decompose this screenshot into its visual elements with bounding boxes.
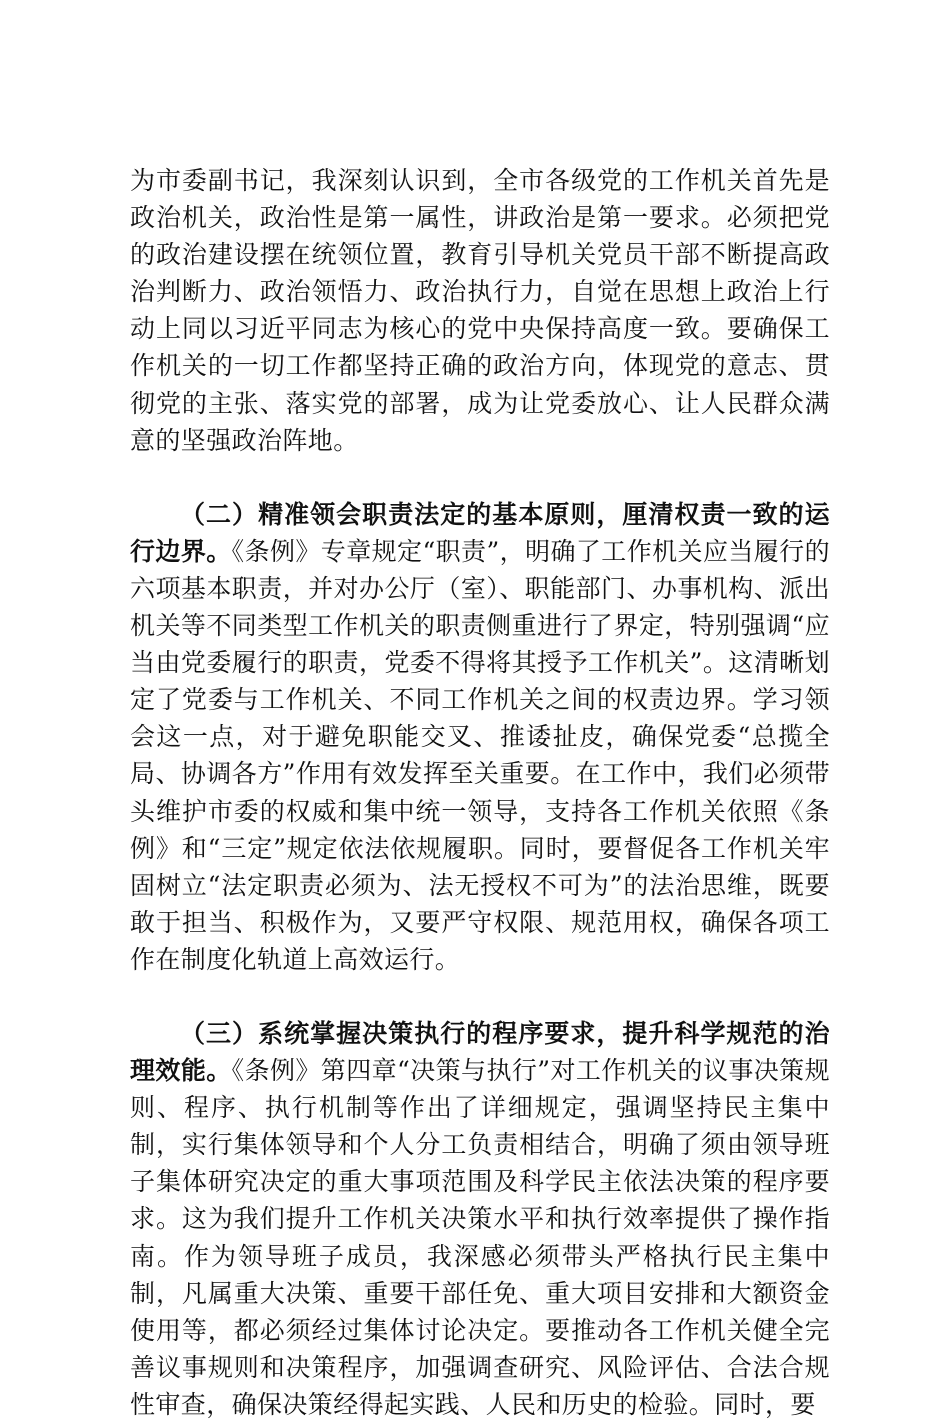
- section-heading-three: （三）系统掌握决策执行的程序要求，提升科学规范的治理效能。: [130, 1018, 830, 1086]
- document-body: [130, 162, 830, 1423]
- paragraph-decision-execution: [130, 1015, 830, 1423]
- section-heading-two: （二）精准领会职责法定的基本原则，厘清权责一致的运行边界。: [130, 499, 830, 566]
- paragraph-text: 为市委副书记，我深刻认识到，全市各级党的工作机关首先是政治机关，政治性是第一属性，讲政治是第一要求。必须把党的政治建设摆在统领位置，教育引导机关党员干部不断提高政治判断力、政治领悟力、政治执行力，自觉在思想上政治上行动上同以习近平同志为核心的党中央保持高度一致。要确保工作机关的一切工作都坚持正确的政治方向，体现党的意志、贯彻党的主张、落实党的部署，成为让党委放心、让人民群众满意的坚强政治阵地。: [130, 166, 830, 455]
- paragraph-duties-statutory: [130, 496, 830, 978]
- paragraph-text: 《条例》专章规定“职责”，明确了工作机关应当履行的六项基本职责，并对办公厅（室）、职能部门、办事机构、派出机关等不同类型工作机关的职责侧重进行了界定，特别强调“应当由党委履行的职责，党委不得将其授予工作机关”。这清晰划定了党委与工作机关、不同工作机关之间的权责边界。学习领会这一点，对于避免职能交叉、推诿扯皮，确保党委“总揽全局、协调各方”作用有效发挥至关重要。在工作中，我们必须带头维护市委的权威和集中统一领导，支持各工作机关依照《条例》和“三定”规定依法依规履职。同时，要督促各工作机关牢固树立“法定职责必须为、法无授权不可为”的法治思维，既要敢于担当、积极作为，又要严守权限、规范用权，确保各项工作在制度化轨道上高效运行。: [130, 536, 830, 974]
- paragraph-text: 《条例》第四章“决策与执行”对工作机关的议事决策规则、程序、执行机制等作出了详细规定，强调坚持民主集中制，实行集体领导和个人分工负责相结合，明确了须由领导班子集体研究决定的重大事项范围及科学民主依法决策的程序要求。这为我们提升工作机关决策水平和执行效率提供了操作指南。作为领导班子成员，我深感必须带头严格执行民主集中制，凡属重大决策、重要干部任免、重大项目安排和大额资金使用等，都必须经过集体讨论决定。要推动各工作机关健全完善议事规则和决策程序，加强调查研究、风险评估、合法合规性审查，确保决策经得起实践、人民和历史的检验。同时，要: [130, 1056, 830, 1419]
- paragraph-political-organ: [130, 162, 830, 459]
